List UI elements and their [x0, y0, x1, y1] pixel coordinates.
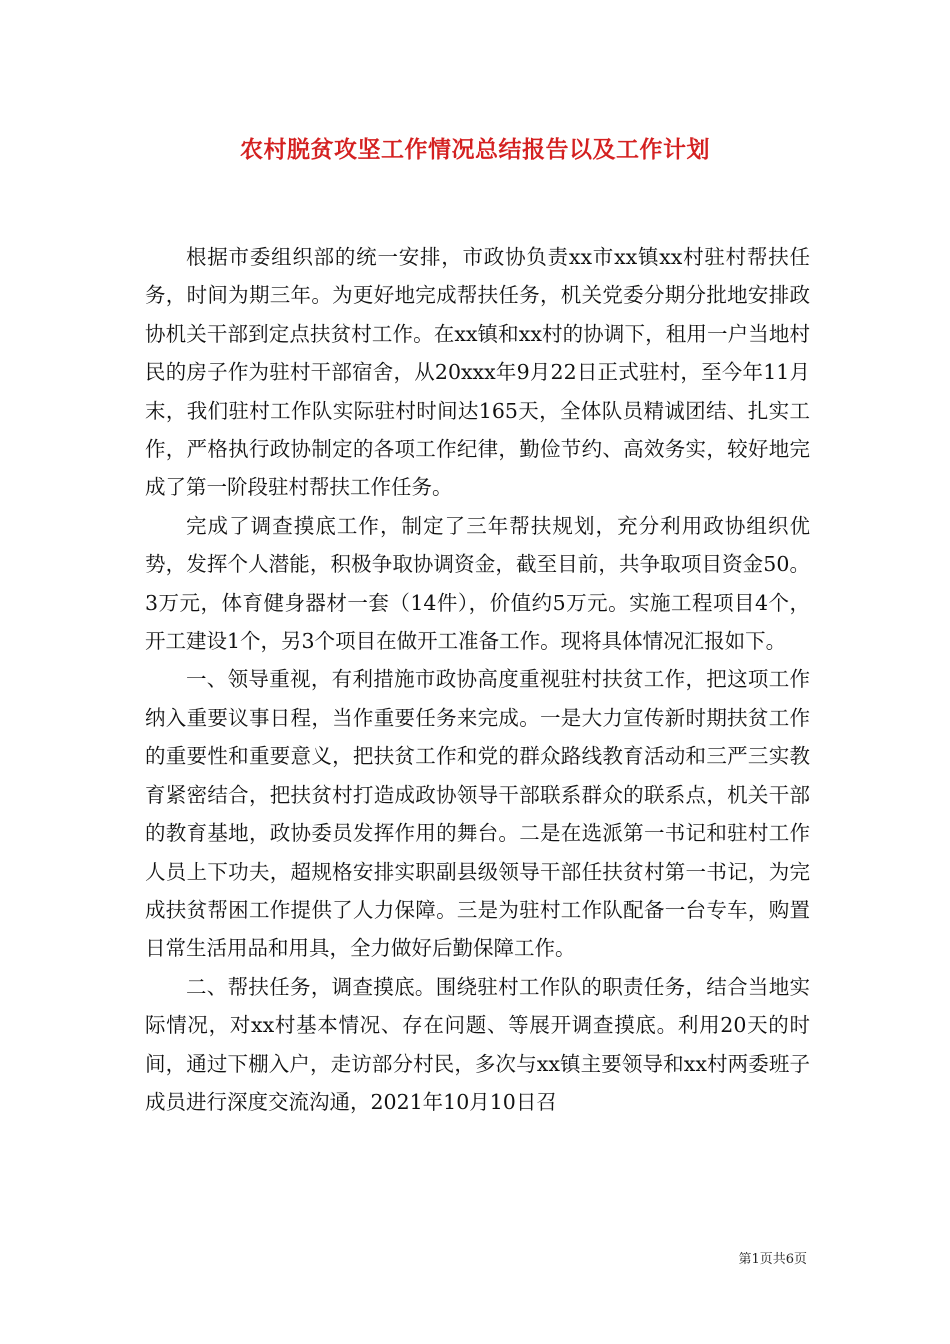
paragraph-3: 一、领导重视，有利措施市政协高度重视驻村扶贫工作，把这项工作纳入重要议事日程，当作重要任务来完成。一是大力宣传新时期扶贫工作的重要性和重要意义，把扶贫工作和党的群众路线教育活动和三严三实教育紧密结合，把扶贫村打造成政协领导干部联系群众的联系点，机关干部的教育基地，政协委员发挥作用的舞台。二是在选派第一书记和驻村工作人员上下功夫，超规格安排实职副县级领导干部任扶贫村第一书记，为完成扶贫帮困工作提供了人力保障。三是为驻村工作队配备一台专车，购置日常生活用品和用具，全力做好后勤保障工作。	[145, 667, 810, 961]
page-number-footer: 第1页共6页	[738, 1252, 807, 1267]
document-body	[145, 238, 810, 1121]
document-title: 农村脱贫攻坚工作情况总结报告以及工作计划	[240, 136, 710, 163]
paragraph-2: 完成了调查摸底工作，制定了三年帮扶规划，充分利用政协组织优势，发挥个人潜能，积极争取协调资金，截至目前，共争取项目资金50。3万元，体育健身器材一套（14件），价值约5万元。实施工程项目4个，开工建设1个，另3个项目在做开工准备工作。现将具体情况汇报如下。	[145, 513, 810, 654]
paragraph-1: 根据市委组织部的统一安排，市政协负责xx市xx镇xx村驻村帮扶任务，时间为期三年。为更好地完成帮扶任务，机关党委分期分批地安排政协机关干部到定点扶贫村工作。在xx镇和xx村的协调下，租用一户当地村民的房子作为驻村干部宿舍，从20xxx年9月22日正式驻村，至今年11月末，我们驻村工作队实际驻村时间达165天，全体队员精诚团结、扎实工作，严格执行政协制定的各项工作纪律，勤俭节约、高效务实，较好地完成了第一阶段驻村帮扶工作任务。	[145, 245, 810, 500]
paragraph-4: 二、帮扶任务，调查摸底。围绕驻村工作队的职责任务，结合当地实际情况，对xx村基本情况、存在问题、等展开调查摸底。利用20天的时间，通过下棚入户，走访部分村民，多次与xx镇主要领导和xx村两委班子成员进行深度交流沟通，2021年10月10日召	[145, 974, 810, 1114]
